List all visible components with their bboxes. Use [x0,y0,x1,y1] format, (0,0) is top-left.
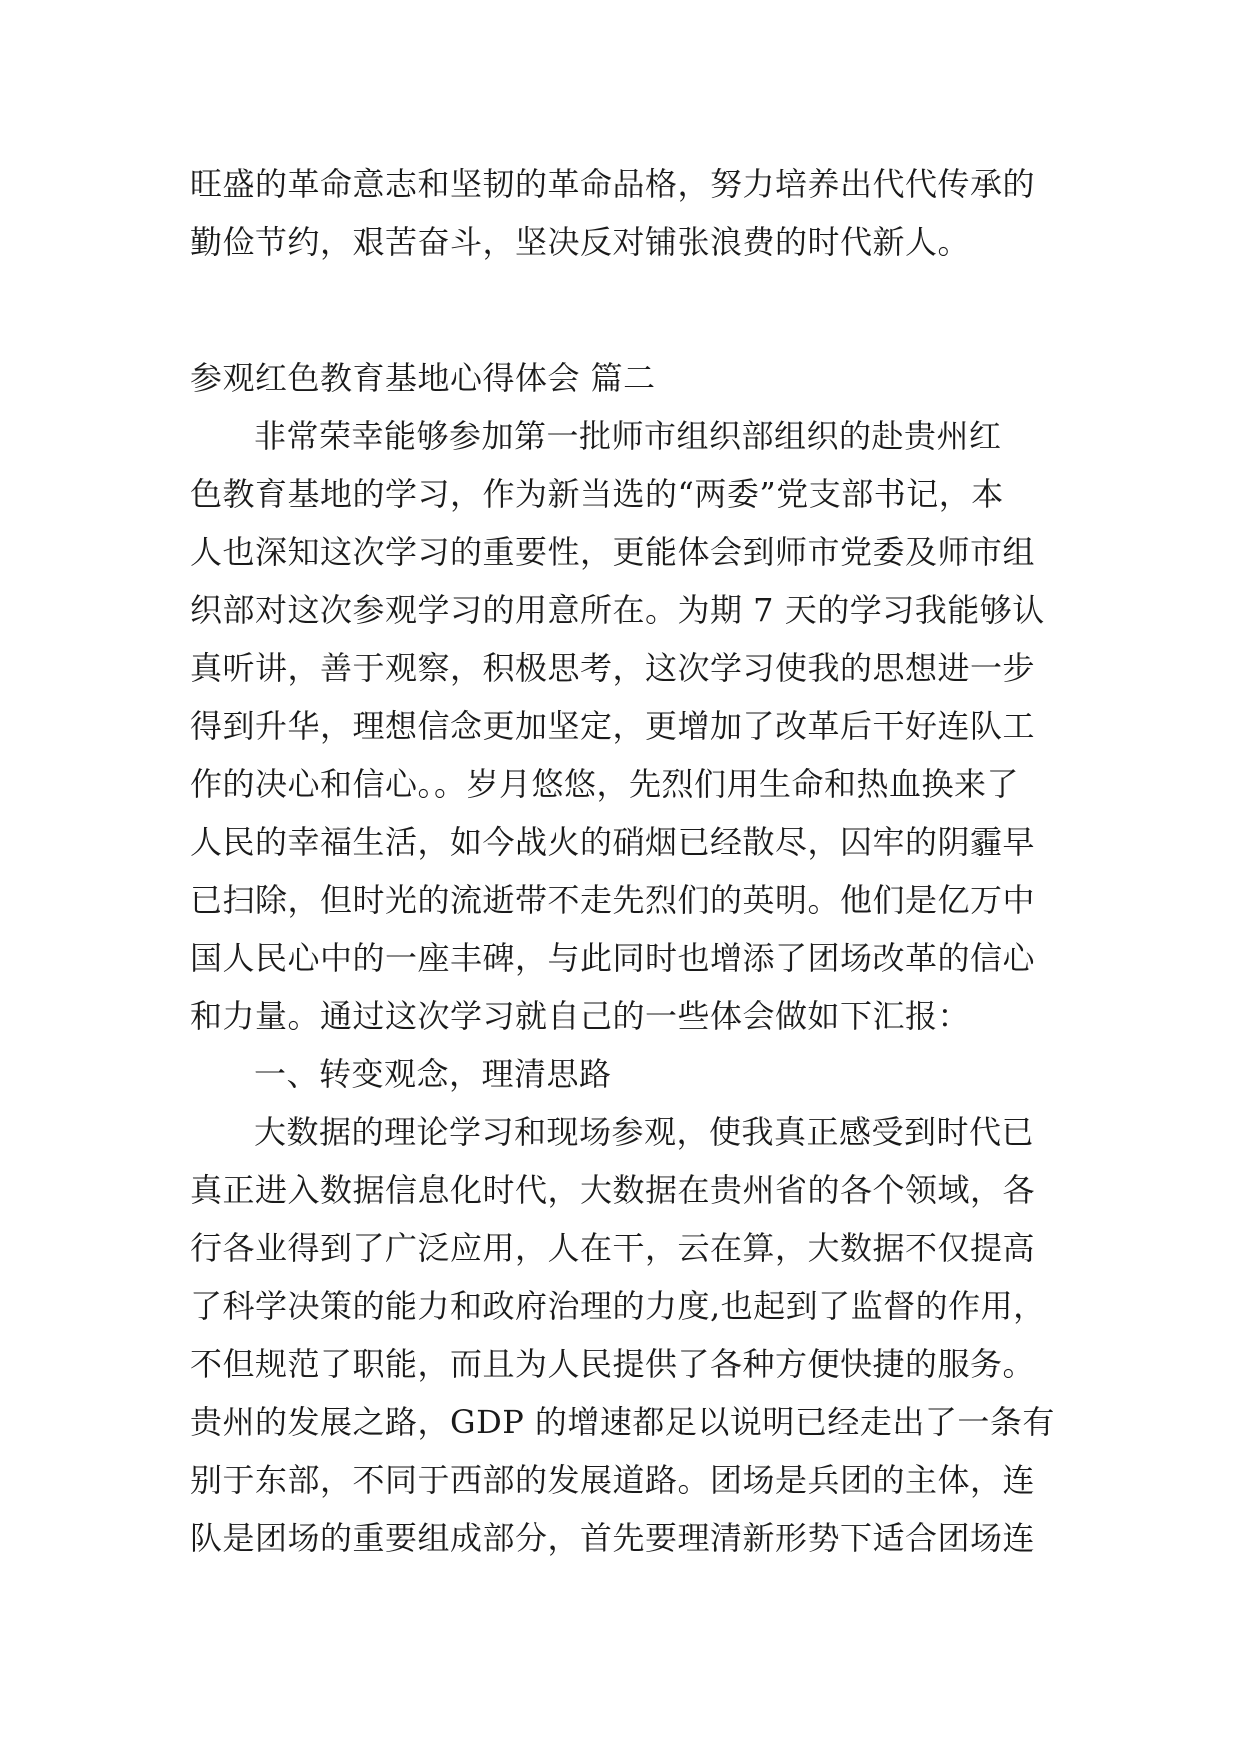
body-line: 人也深知这次学习的重要性，更能体会到师市党委及师市组 [190,533,1036,571]
paragraph-spacer [190,271,1070,349]
body-line: 真正进入数据信息化时代，大数据在贵州省的各个领域，各 [190,1171,1036,1209]
body-line: 色教育基地的学习，作为新当选的“两委”党支部书记，本 [190,475,1004,513]
body-line: 国人民心中的一座丰碑，与此同时也增添了团场改革的信心 [190,939,1036,977]
body-line: 和力量。通过这次学习就自己的一些体会做如下汇报： [190,997,971,1035]
body-line: 人民的幸福生活，如今战火的硝烟已经散尽，囚牢的阴霾早 [190,823,1036,861]
body-line: 作的决心和信心。。岁月悠悠，先烈们用生命和热血换来了 [190,765,1020,803]
body-line: 得到升华，理想信念更加坚定，更增加了改革后干好连队工 [190,707,1036,745]
body-line: 真听讲，善于观察，积极思考，这次学习使我的思想进一步 [190,649,1036,687]
body-line: 已扫除，但时光的流逝带不走先烈们的英明。他们是亿万中 [190,881,1036,919]
body-line: 大数据的理论学习和现场参观，使我真正感受到时代已 [254,1113,1035,1151]
body-line: 不但规范了职能，而且为人民提供了各种方便快捷的服务。 [190,1345,1036,1383]
body-line: 一、转变观念，理清思路 [254,1055,612,1093]
document-body [190,155,1070,1567]
intro-line-1: 旺盛的革命意志和坚韧的革命品格，努力培养出代代传承的 [190,165,1036,203]
section-title: 参观红色教育基地心得体会 篇二 [190,359,656,397]
intro-line-2: 勤俭节约，艰苦奋斗，坚决反对铺张浪费的时代新人。 [190,223,971,261]
body-line: 队是团场的重要组成部分，首先要理清新形势下适合团场连 [190,1519,1036,1557]
body-line: 贵州的发展之路，GDP 的增速都足以说明已经走出了一条有 [190,1403,1055,1441]
body-line: 织部对这次参观学习的用意所在。为期 7 天的学习我能够认 [190,591,1045,629]
body-line: 非常荣幸能够参加第一批师市组织部组织的赴贵州红 [254,417,1002,455]
body-line: 行各业得到了广泛应用，人在干，云在算，大数据不仅提高 [190,1229,1036,1267]
body-paragraphs [190,407,1070,1567]
body-line: 别于东部，不同于西部的发展道路。团场是兵团的主体，连 [190,1461,1036,1499]
body-line: 了科学决策的能力和政府治理的力度,也起到了监督的作用， [190,1287,1046,1325]
